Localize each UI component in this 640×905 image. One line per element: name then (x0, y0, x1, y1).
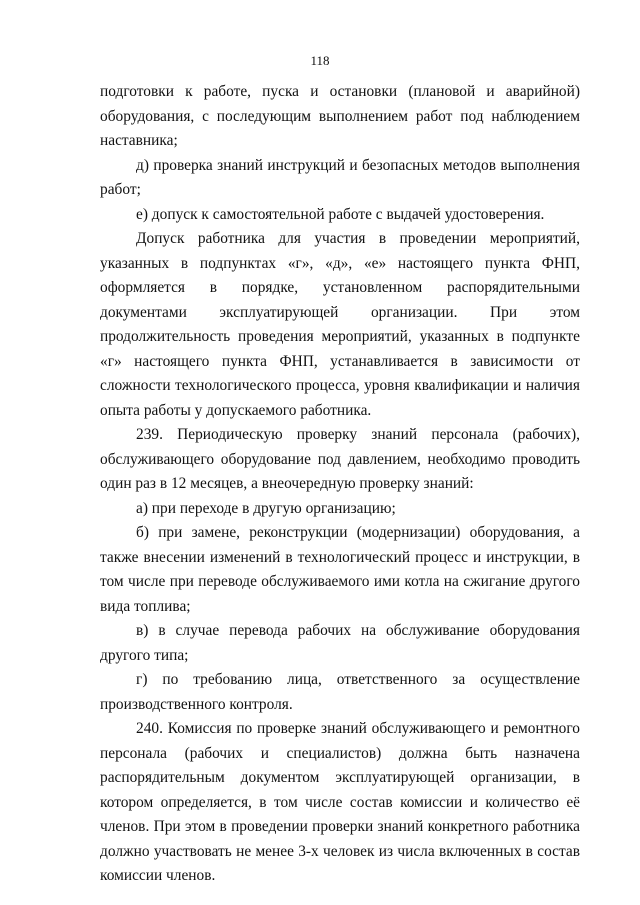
paragraph-clause-240: 240. Комиссия по проверке знаний обслуживающего и ремонтного персонала (рабочих и специалистов) должна быть назначена распорядительным документом эксплуатирующей организации, в котором определяется, в том числе состав комиссии и количество её членов. При этом в проведении проверки знаний конкретного работника должно участвовать не менее 3-х человек из числа включенных в состав комиссии членов. (100, 720, 580, 884)
document-body (100, 80, 580, 889)
paragraph-admission: Допуск работника для участия в проведении мероприятий, указанных в подпунктах «г», «д», «е» настоящего пункта ФНП, оформляется в порядке, установленном распорядительными документами эксплуатирующей организации. При этом продолжительность проведения мероприятий, указанных в подпункте «г» настоящего пункта ФНП, устанавливается в зависимости от сложности технологического процесса, уровня квалификации и наличия опыта работы у допускаемого работника. (100, 230, 580, 419)
paragraph-item-v: в) в случае перевода рабочих на обслуживание оборудования другого типа; (100, 622, 580, 664)
paragraph-item-g: г) по требованию лица, ответственного за осуществление производственного контроля. (100, 671, 580, 713)
paragraph-item-d: д) проверка знаний инструкций и безопасных методов выполнения работ; (100, 156, 580, 198)
paragraph-clause-239: 239. Периодическую проверку знаний персонала (рабочих), обслуживающего оборудование под давлением, необходимо проводить один раз в 12 месяцев, а внеочередную проверку знаний: (100, 426, 580, 492)
paragraph-item-b: б) при замене, реконструкции (модернизации) оборудования, а также внесении изменений в технологический процесс и инструкции, в том числе при переводе обслуживаемого ими котла на сжигание другого вида топлива; (100, 524, 580, 615)
paragraph-item-e: е) допуск к самостоятельной работе с выдачей удостоверения. (136, 205, 545, 223)
page-number: 118 (310, 53, 330, 68)
paragraph-item-a: а) при переходе в другую организацию; (136, 499, 396, 517)
paragraph-continuation: подготовки к работе, пуска и остановки (плановой и аварийной) оборудования, с последующим выполнением работ под наблюдением наставника; (100, 83, 580, 149)
